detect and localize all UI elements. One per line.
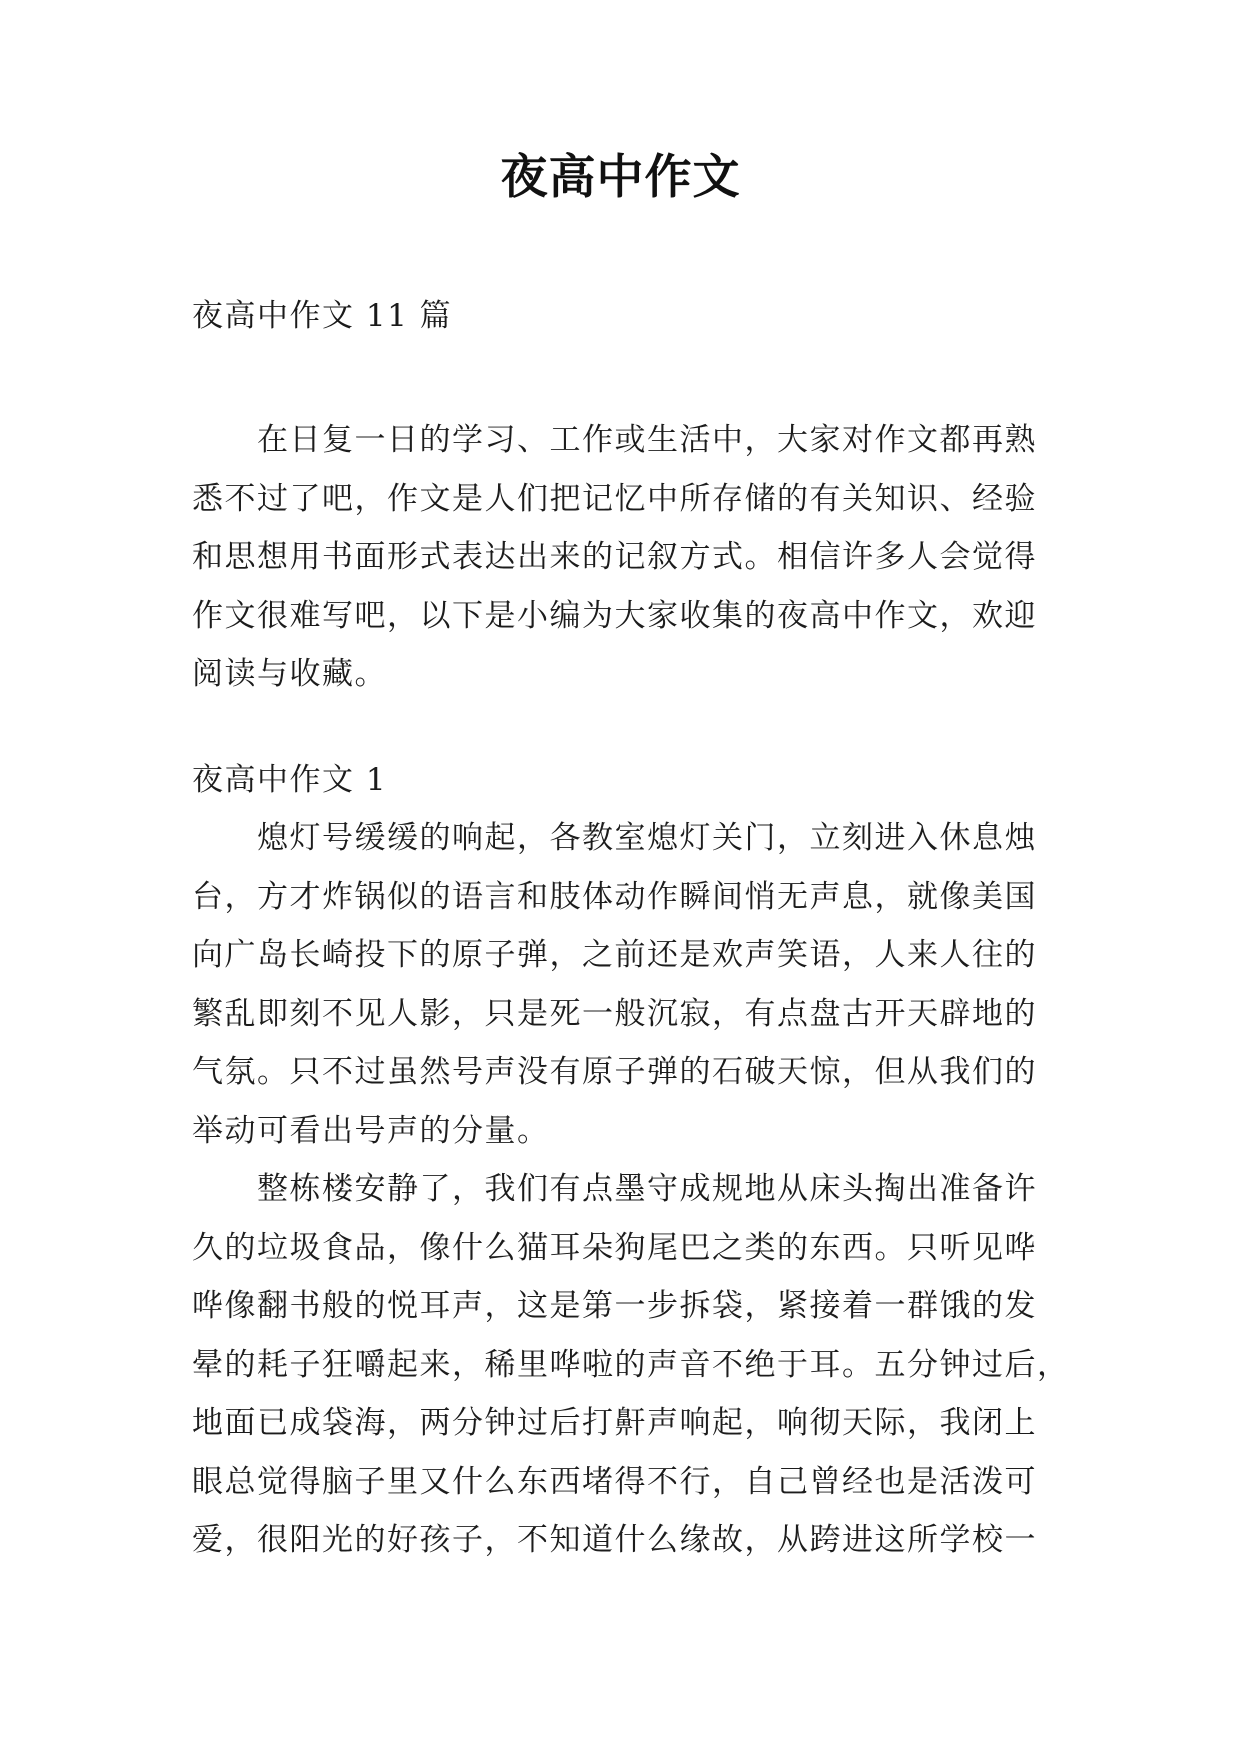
paragraph-line: 哗像翻书般的悦耳声，这是第一步拆袋，紧接着一群饿的发: [192, 1288, 1037, 1324]
intro-line: 和思想用书面形式表达出来的记叙方式。相信许多人会觉得: [192, 539, 1037, 575]
paragraph-line: 眼总觉得脑子里又什么东西堵得不行，自己曾经也是活泼可: [192, 1463, 1037, 1500]
intro-line: 悉不过了吧，作文是人们把记忆中所存储的有关知识、经验: [192, 480, 1037, 517]
paragraph-line: 整栋楼安静了，我们有点墨守成规地从床头掏出准备许: [192, 1171, 1037, 1207]
section-heading-text: 夜高中作文 1: [192, 762, 388, 798]
paragraph-line: 久的垃圾食品，像什么猫耳朵狗尾巴之类的东西。只听见哗: [192, 1229, 1037, 1266]
paragraph-line: 地面已成袋海，两分钟过后打鼾声响起，响彻天际，我闭上: [192, 1405, 1037, 1441]
document-subtitle: 夜高中作文 11 篇: [192, 298, 453, 334]
intro-line: 在日复一日的学习、工作或生活中，大家对作文都再熟: [192, 422, 1037, 458]
paragraph-line: 向广岛长崎投下的原子弹，之前还是欢声笑语，人来人往的: [192, 937, 1037, 973]
intro-paragraph: [192, 411, 1052, 704]
paragraph-line: 爱，很阳光的好孩子，不知道什么缘故，从跨进这所学校一: [192, 1522, 1037, 1558]
body-paragraph-1: [192, 809, 1052, 1160]
paragraph-line: 晕的耗子狂嚼起来，稀里哗啦的声音不绝于耳。五分钟过后，: [192, 1346, 1070, 1383]
intro-line: 作文很难写吧，以下是小编为大家收集的夜高中作文，欢迎: [192, 597, 1037, 634]
paragraph-line: 繁乱即刻不见人影，只是死一般沉寂，有点盘古开天辟地的: [192, 995, 1037, 1032]
body-paragraph-2: [192, 1160, 1070, 1570]
paragraph-line: 气氛。只不过虽然号声没有原子弹的石破天惊，但从我们的: [192, 1054, 1037, 1090]
paragraph-line: 举动可看出号声的分量。: [192, 1112, 550, 1149]
section-heading: [192, 751, 1052, 810]
paragraph-line: 熄灯号缓缓的响起，各教室熄灯关门，立刻进入休息烛: [192, 820, 1037, 856]
intro-line: 阅读与收藏。: [192, 656, 387, 692]
document-title: 夜高中作文: [500, 150, 741, 205]
paragraph-line: 台，方才炸锅似的语言和肢体动作瞬间悄无声息，就像美国: [192, 878, 1037, 915]
